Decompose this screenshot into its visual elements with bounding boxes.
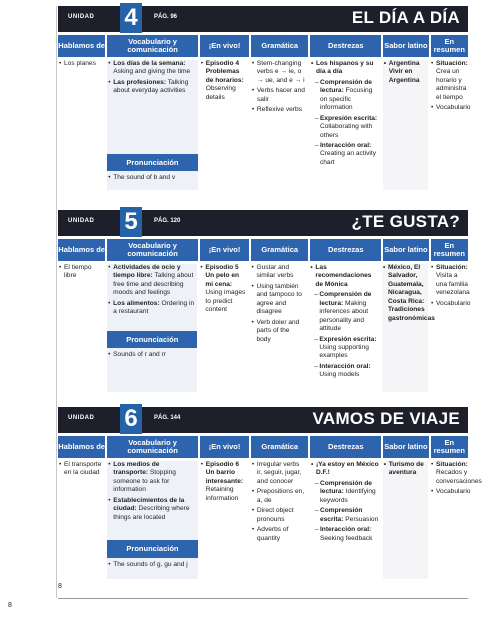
unit-page: PÁG. 120 xyxy=(154,218,181,224)
hablamos-item: • El transporte en la ciudad xyxy=(64,461,103,478)
grammar-item: • Adverbs of quantity xyxy=(257,526,306,543)
vocab-item: • Los días de la semana: Asking and giving the time xyxy=(113,60,194,77)
grammar-item: • Using también and tampoco to agree and disagree xyxy=(256,283,305,317)
header-hablamos: Hablamos de xyxy=(58,35,105,57)
unit-label: UNIDAD xyxy=(68,218,95,224)
header-hablamos: Hablamos de xyxy=(58,239,105,261)
summary-item: • Situación: Recados y conversaciones xyxy=(436,461,468,486)
hablamos-item: • Los planes xyxy=(64,60,103,68)
resumen-cell xyxy=(430,461,482,579)
unit-banner xyxy=(58,407,468,433)
gramatica-cell xyxy=(251,60,308,190)
gramatica-cell xyxy=(250,264,307,392)
grammar-item: • Verb doler and parts of the body xyxy=(256,319,305,344)
hablamos-cell xyxy=(58,60,105,190)
header-sabor: Sabor latino xyxy=(383,35,428,57)
culture-item: • Argentina Vivir en Argentina xyxy=(389,60,428,85)
unit-banner xyxy=(58,210,468,236)
sabor-cell xyxy=(383,461,428,579)
destrezas-cell xyxy=(309,264,380,392)
grammar-item: • Direct object pronouns xyxy=(257,507,306,524)
unit-label: UNIDAD xyxy=(68,14,95,20)
header-vocab: Vocabulario y comunicación xyxy=(107,436,198,458)
skills-item: – Interacción oral: Using models xyxy=(319,363,378,380)
pronunciation-item: • The sounds of g, gu and j xyxy=(113,561,194,569)
grammar-item: • Reflexive verbs xyxy=(257,106,306,114)
skills-item: – Comprensión de lectura: Identifying keywords xyxy=(320,480,379,505)
header-destrezas: Destrezas xyxy=(310,35,381,57)
resumen-cell xyxy=(430,60,471,190)
header-pronunciacion: Pronunciación xyxy=(107,331,197,349)
vocab-item: • Las profesiones: Talking about everyday activities xyxy=(113,79,194,96)
skills-item: – Comprensión de lectura: Focusing on specific information xyxy=(320,79,379,113)
header-resumen: En resumen xyxy=(431,436,468,458)
header-vocab: Vocabulario y comunicación xyxy=(107,239,198,261)
footer-rule xyxy=(58,598,468,599)
envivo-cell xyxy=(199,264,248,392)
envivo-item: • Episodio 4 Problemas de horarios: Observing details xyxy=(206,60,247,102)
hablamos-cell xyxy=(58,264,105,392)
summary-item: • Vocabulario xyxy=(436,300,468,308)
summary-item: • Vocabulario xyxy=(436,104,468,112)
skills-item: – Expresión escrita: Collaborating with others xyxy=(320,115,379,140)
skills-main: • Los hispanos y su día a día xyxy=(316,60,379,77)
unit-page: PÁG. 144 xyxy=(154,415,181,421)
envivo-cell xyxy=(200,461,249,579)
pronunciation-item: • Sounds of r and rr xyxy=(113,351,194,359)
header-resumen: En resumen xyxy=(431,239,468,261)
hablamos-item: • El tiempo libre xyxy=(64,264,103,281)
header-hablamos: Hablamos de xyxy=(58,436,105,458)
grammar-item: • Prepositions en, a, de xyxy=(257,488,306,505)
header-envivo: ¡En vivo! xyxy=(200,436,249,458)
culture-item: • Turismo de aventura xyxy=(389,461,428,478)
envivo-item: • Episodio 6 Un barrio interesante: Retaining information xyxy=(206,461,247,503)
unit-title: EL DÍA A DÍA xyxy=(351,8,460,27)
envivo-item: • Episodio 5 Un pelo en mi cena: Using images to predict content xyxy=(205,264,246,315)
column-headers xyxy=(58,35,468,57)
unit-4-section xyxy=(58,4,471,190)
vocab-cell xyxy=(107,60,197,190)
column-headers xyxy=(58,239,468,261)
resumen-cell xyxy=(430,264,471,392)
grammar-item: • Gustar and similar verbs xyxy=(256,264,305,281)
unit-number: 4 xyxy=(120,3,142,33)
header-gramatica: Gramática xyxy=(251,35,308,57)
unit-title: VAMOS DE VIAJE xyxy=(312,409,460,428)
unit-banner xyxy=(58,6,468,32)
vocab-cell xyxy=(107,264,197,392)
header-pronunciacion: Pronunciación xyxy=(107,540,197,558)
header-envivo: ¡En vivo! xyxy=(200,239,249,261)
vocab-item: • Establecimientos de la ciudad: Describing where things are located xyxy=(113,497,194,522)
header-destrezas: Destrezas xyxy=(310,239,381,261)
vocab-item: • Los medios de transporte: Stopping someone to ask for information xyxy=(113,461,194,495)
skills-main: • ¡Ya estoy en México D.F.! xyxy=(316,461,379,478)
skills-item: – Interacción oral: Seeking feedback xyxy=(320,526,379,543)
header-envivo: ¡En vivo! xyxy=(200,35,249,57)
header-pronunciacion: Pronunciación xyxy=(107,154,197,172)
pronunciation-item: • The sound of b and v xyxy=(113,174,194,182)
summary-item: • Situación: Crea un horario y administra el tiempo xyxy=(436,60,468,102)
grammar-item: • Irregular verbs ir, seguir, jugar, and conocer xyxy=(257,461,306,486)
unit-number: 6 xyxy=(120,404,142,434)
page-number: 8 xyxy=(8,602,12,609)
header-gramatica: Gramática xyxy=(251,436,308,458)
sabor-cell xyxy=(382,264,435,392)
skills-main: • Las recomendaciones de Mónica xyxy=(315,264,378,289)
vocab-item: • Actividades de ocio y tiempo libre: Talking about free time and describing moods and feelings xyxy=(113,264,194,298)
vocab-cell xyxy=(107,461,197,579)
vocab-item: • Los alimentos: Ordering in a restaurant xyxy=(113,300,194,317)
summary-item: • Vocabulario xyxy=(436,488,468,496)
skills-item: – Expresión escrita: Using supporting examples xyxy=(319,336,378,361)
folio: 8 xyxy=(58,583,62,590)
sabor-cell xyxy=(383,60,428,190)
column-headers xyxy=(58,436,468,458)
header-destrezas: Destrezas xyxy=(310,436,381,458)
header-gramatica: Gramática xyxy=(251,239,308,261)
header-resumen: En resumen xyxy=(431,35,468,57)
unit-number: 5 xyxy=(120,207,142,237)
envivo-cell xyxy=(200,60,249,190)
skills-item: – Comprensión de lectura: Making inferences about personality and attitude xyxy=(319,291,378,333)
margin-rule xyxy=(56,6,57,598)
hablamos-cell xyxy=(58,461,105,579)
unit-5-section xyxy=(58,208,471,392)
summary-item: • Situación: Visita a una familia venezolana xyxy=(436,264,468,298)
unit-page: PÁG. 96 xyxy=(154,14,178,20)
header-sabor: Sabor latino xyxy=(383,239,428,261)
skills-item: – Comprensión escrita: Persuasion xyxy=(320,507,379,524)
unit-6-section xyxy=(58,405,482,579)
gramatica-cell xyxy=(251,461,308,579)
destrezas-cell xyxy=(310,60,381,190)
header-vocab: Vocabulario y comunicación xyxy=(107,35,198,57)
unit-label: UNIDAD xyxy=(68,415,95,421)
culture-item: • México, El Salvador, Guatemala, Nicaragua, Costa Rica: Tradiciones gastronómicas xyxy=(388,264,428,323)
skills-item: – Interacción oral: Creating an activity chart xyxy=(320,142,379,167)
unit-title: ¿TE GUSTA? xyxy=(351,212,460,231)
grammar-item: • Stem-changing verbs e → ie, o → ue, and e → i xyxy=(257,60,306,85)
grammar-item: • Verbs hacer and salir xyxy=(257,87,306,104)
destrezas-cell xyxy=(310,461,381,579)
header-sabor: Sabor latino xyxy=(383,436,428,458)
